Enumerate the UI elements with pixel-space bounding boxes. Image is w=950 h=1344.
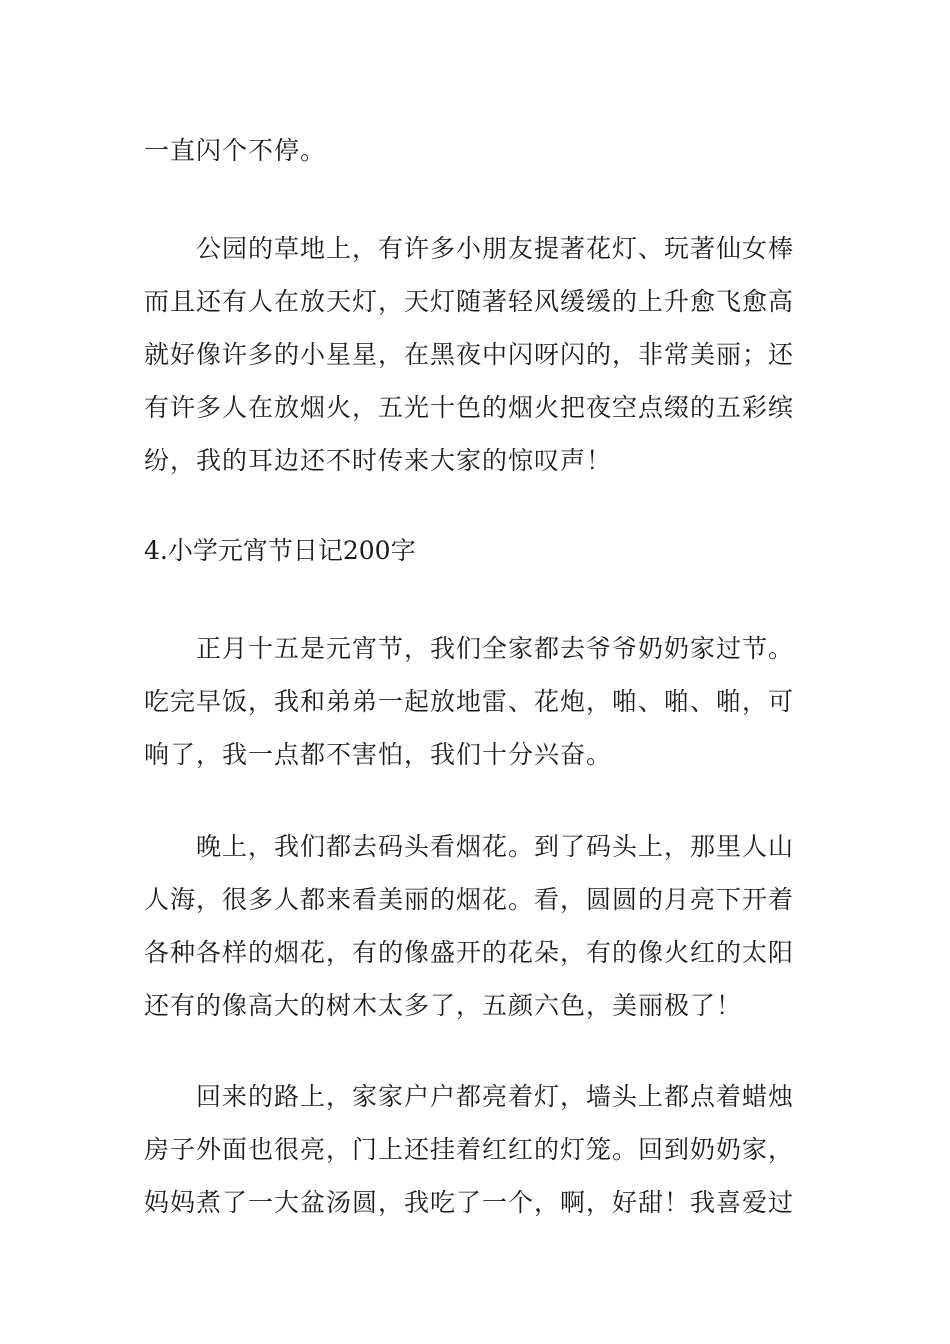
text-line: 房子外面也很亮，门上还挂着红红的灯笼。回到奶奶家， (144, 1135, 795, 1164)
text-line: 人海，很多人都来看美丽的烟花。看，圆圆的月亮下开着 (144, 885, 795, 914)
text-line: 还有的像高大的树木太多了，五颜六色，美丽极了！ (144, 991, 743, 1020)
text-line: 各种各样的烟花，有的像盛开的花朵，有的像火红的太阳 (144, 938, 795, 967)
text-line: 纷，我的耳边还不时传来大家的惊叹声！ (144, 446, 613, 475)
text-line: 正月十五是元宵节，我们全家都去爷爷奶奶家过节。 (144, 634, 795, 663)
text-line: 吃完早饭，我和弟弟一起放地雷、花炮，啪、啪、啪，可 (144, 687, 795, 716)
text-line: 响了，我一点都不害怕，我们十分兴奋。 (144, 740, 613, 769)
text-line: 回来的路上，家家户户都亮着灯，墙头上都点着蜡烛 (144, 1082, 795, 1111)
text-line: 晚上，我们都去码头看烟花。到了码头上，那里人山 (144, 832, 795, 861)
text-line: 有许多人在放烟火，五光十色的烟火把夜空点缀的五彩缤 (144, 393, 795, 422)
text-line: 公园的草地上，有许多小朋友提著花灯、玩著仙女棒 (144, 234, 795, 263)
text-line: 妈妈煮了一大盆汤圆，我吃了一个，啊，好甜！我喜爱过 (144, 1188, 795, 1217)
text-line: 而且还有人在放天灯，天灯随著轻风缓缓的上升愈飞愈高 (144, 287, 795, 316)
section-heading: 4.小学元宵节日记200字 (144, 536, 416, 565)
text-line: 就好像许多的小星星，在黑夜中闪呀闪的，非常美丽；还 (144, 340, 795, 369)
text-line: 一直闪个不停。 (144, 136, 327, 165)
